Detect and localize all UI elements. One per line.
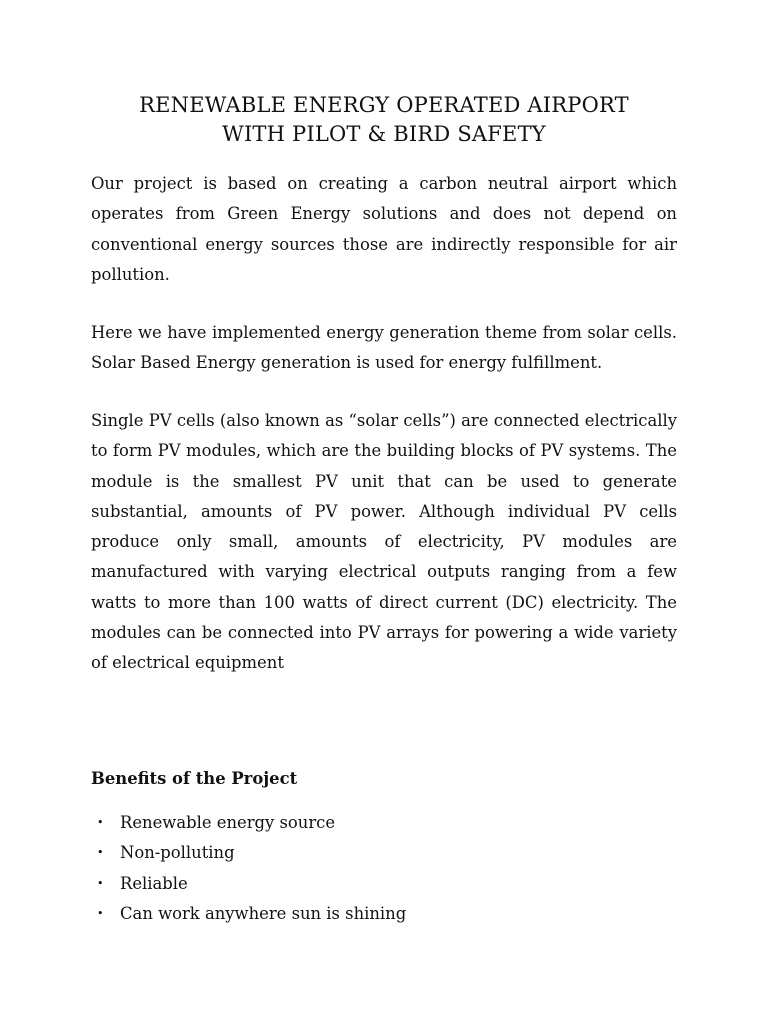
bullet-icon: • xyxy=(97,816,104,829)
title-line-1: RENEWABLE ENERGY OPERATED AIRPORT xyxy=(139,93,629,117)
bullet-icon: • xyxy=(97,906,104,920)
list-item xyxy=(91,869,406,899)
list-item xyxy=(91,838,406,868)
list-item xyxy=(91,899,406,929)
bullet-icon: • xyxy=(97,876,104,890)
list-item-text: Can work anywhere sun is shining xyxy=(120,903,407,923)
list-item-text: Reliable xyxy=(120,873,188,893)
document-title xyxy=(60,91,708,149)
paragraph-intro: Our project is based on creating a carbon neutral airport which operates from Green Energy solutions and does not depend on conventional energy sources those are indirectly responsible for air pollution. xyxy=(91,174,677,284)
title-line-2: WITH PILOT & BIRD SAFETY xyxy=(222,122,546,146)
list-item-text: Non-polluting xyxy=(120,843,235,863)
benefits-list xyxy=(91,808,406,929)
bullet-icon: • xyxy=(97,846,104,860)
paragraph-solar-theme: Here we have implemented energy generation theme from solar cells. Solar Based Energy generation is used for energy fulfillment. xyxy=(91,323,677,373)
benefits-heading: Benefits of the Project xyxy=(91,769,298,788)
list-item xyxy=(91,808,406,838)
list-item-text: Renewable energy source xyxy=(120,813,336,832)
paragraph-pv-cells: Single PV cells (also known as “solar cells”) are connected electrically to form PV modules, which are the building blocks of PV systems. The module is the smallest PV unit that can be used to generate substantial, amounts of PV power. Although individual PV cells produce only small, amounts of electricity, PV modules are manufactured with varying electrical outputs ranging from a few watts to more than 100 watts of direct current (DC) electricity. The modules can be connected into PV arrays for powering a wide variety of electrical equipment xyxy=(91,411,677,673)
